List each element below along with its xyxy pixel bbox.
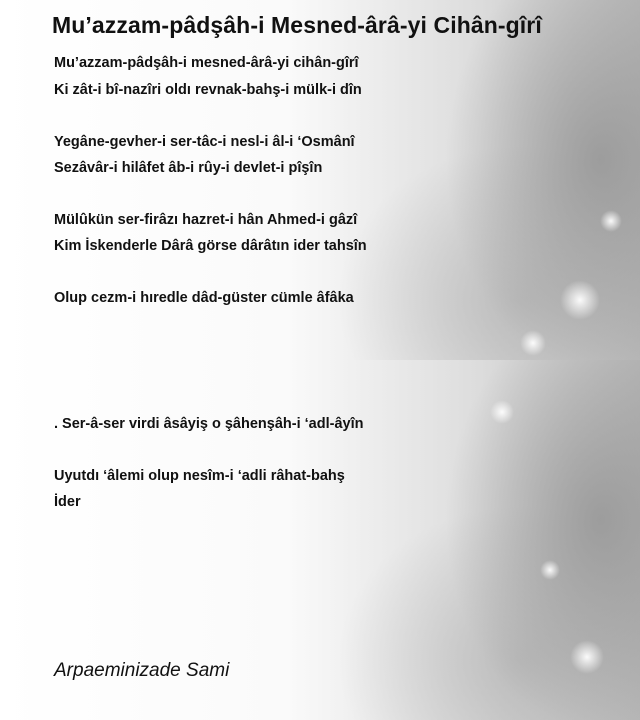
poem-line: Ki zât-i bî-nazîri oldı revnak-bahş-i mülk-i dîn [54,82,362,98]
poem-line: Mülûkün ser-firâzı hazret-i hân Ahmed-i gâzî [54,212,358,228]
sparkle-decoration [520,330,546,356]
poem-line: Sezâvâr-i hilâfet âb-i rûy-i devlet-i pîşîn [54,160,323,176]
poem-panel-bottom [0,360,640,720]
sparkle-decoration [540,560,560,580]
poem-line: Uyutdı ‘âlemi olup nesîm-i ‘adli râhat-bahş [54,468,345,484]
poem-line: Mu’azzam-pâdşâh-i mesned-ârâ-yi cihân-gîrî [54,55,359,71]
poem-line: Yegâne-gevher-i ser-tâc-i nesl-i âl-i ‘Osmânî [54,134,355,150]
poem-line: Kim İskenderle Dârâ görse dârâtın ider tahsîn [54,238,367,254]
sparkle-decoration [570,640,604,674]
sparkle-decoration [560,280,600,320]
poem-line: Olup cezm-i hıredle dâd-güster cümle âfâka [54,290,354,306]
sparkle-decoration [600,210,622,232]
poem-title: Mu’azzam-pâdşâh-i Mesned-ârâ-yi Cihân-gîrî [52,12,542,38]
poem-author: Arpaeminizade Sami [54,660,230,681]
sparkle-decoration [490,400,514,424]
poem-line: İder [54,494,81,510]
poem-line: . Ser-â-ser virdi âsâyiş o şâhenşâh-i ‘adl-âyîn [54,416,364,432]
